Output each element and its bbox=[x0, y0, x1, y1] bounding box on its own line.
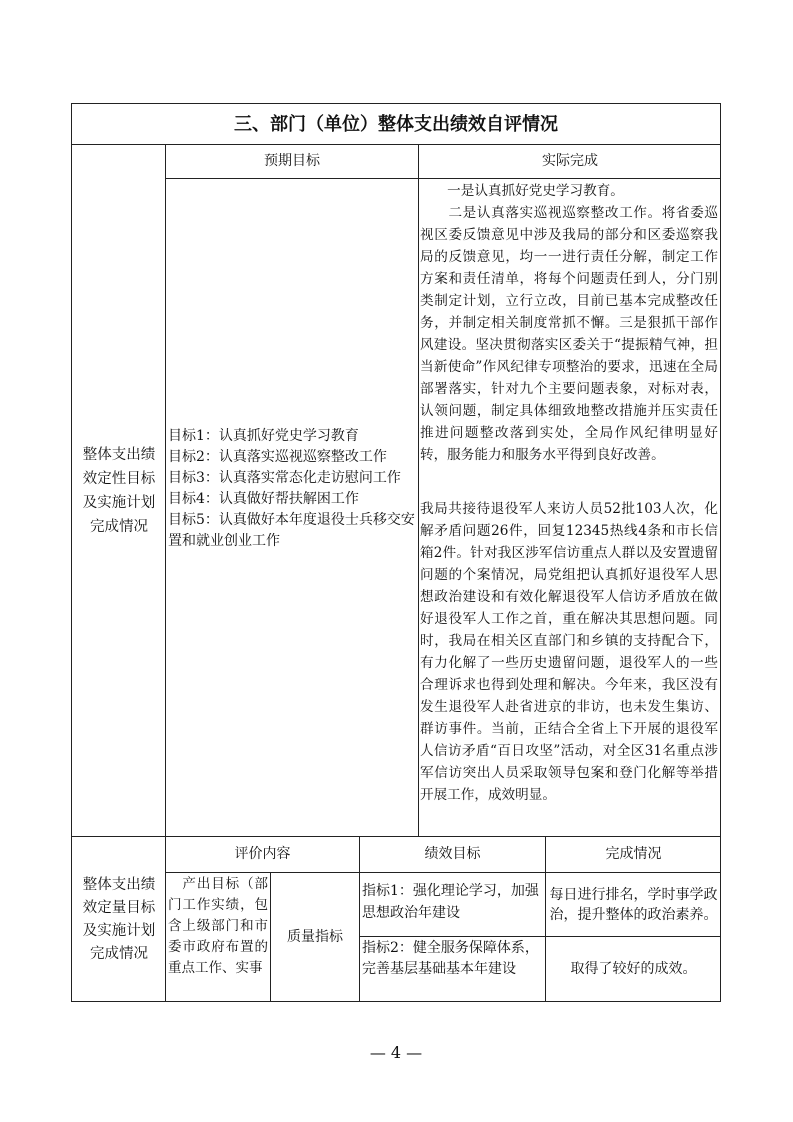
done-cell-1: 每日进行排名，学时事学政治，提升整体的政治素养。 bbox=[549, 887, 718, 923]
goal-cell-1: 指标1：强化理论学习，加强思想政治年建设 bbox=[362, 883, 539, 921]
section-title: 三、部门（单位）整体支出绩效自评情况 bbox=[234, 113, 558, 135]
target-list bbox=[168, 426, 416, 552]
label-col-divider bbox=[165, 144, 166, 1002]
actual-text-1: 一是认真抓好党史学习教育。 二是认真落实巡视巡察整改工作。将省委巡视区委反馈意见中涉及我局的部分和区委巡察我局的反馈意见，均一一进行责任分解，制定工作方案和责任清单，将每个问题责任到人，分门别类制定计划，立行立改，目前已基本完成整改任务，并制定相关制度常抓不懈。三是狠抓干部作风建设。坚决贯彻落实区委关于“提振精气神，担当新使命”作风纪律专项整治的要求，迅速在全局部署落实，针对九个主要问题表象，对标对表，认领问题，制定具体细致地整改措施并压实责任推进问题整改落到实处，全局作风纪律明显好转，服务能力和服务水平得到良好改善。 bbox=[420, 183, 718, 463]
page-number: — 4 — bbox=[369, 1042, 423, 1062]
target-item: 目标3：认真落实常态化走访慰问工作 bbox=[168, 470, 401, 486]
quality-indicator-label: 质量指标 bbox=[287, 929, 343, 945]
target-item: 目标1：认真抓好党史学习教育 bbox=[168, 428, 359, 444]
qualitative-row-label: 整体支出绩效定性目标及实施计划完成情况 bbox=[82, 446, 156, 535]
expected-header: 预期目标 bbox=[264, 153, 320, 169]
goal-cell-2: 指标2：健全服务保障体系，完善基层基础基本年建设 bbox=[362, 940, 539, 977]
goal-header: 绩效目标 bbox=[424, 846, 481, 862]
actual-text-2: 我局共接待退役军人来访人员52批103人次，化解矛盾问题26件，回复12345热线4条和市长信箱2件。针对我区涉军信访重点人群以及安置遗留问题的个案情况，局党组把认真抓好退役军人思想政治建设和有效化解退役军人信访矛盾放在做好退役军人工作之首，重在解决其思想问题。同时，我局在相关区直部门和乡镇的支持配合下，有力化解了一些历史遗留问题，退役军人的一些合理诉求也得到处理和解决。今年来，我区没有发生退役军人赴省进京的非访，也未发生集访、群访事件。当前，正结合全省上下开展的退役军人信访矛盾“百日攻坚”活动，对全区31名重点涉军信访突出人员采取领导包案和登门化解等举措开展工作，成效明显。 bbox=[420, 501, 718, 803]
done-header: 完成情况 bbox=[605, 846, 662, 862]
output-target-label: 产出目标（部门工作实绩，包含上级部门和市委市政府布置的重点工作、实事 bbox=[168, 876, 268, 976]
content-header: 评价内容 bbox=[234, 846, 291, 862]
quantitative-row-label: 整体支出绩效定量目标及实施计划完成情况 bbox=[82, 876, 156, 962]
header-divider bbox=[165, 178, 721, 179]
target-item: 目标2：认真落实巡视巡察整改工作 bbox=[168, 449, 387, 465]
expected-actual-divider bbox=[418, 144, 419, 836]
target-item: 目标5：认真做好本年度退役士兵移交安置和就业创业工作 bbox=[168, 512, 415, 549]
done-cell-2: 取得了较好的成效。 bbox=[570, 961, 697, 977]
quant-header-divider bbox=[165, 872, 721, 873]
target-item: 目标4：认真做好帮扶解困工作 bbox=[168, 491, 359, 507]
actual-header: 实际完成 bbox=[542, 153, 598, 169]
